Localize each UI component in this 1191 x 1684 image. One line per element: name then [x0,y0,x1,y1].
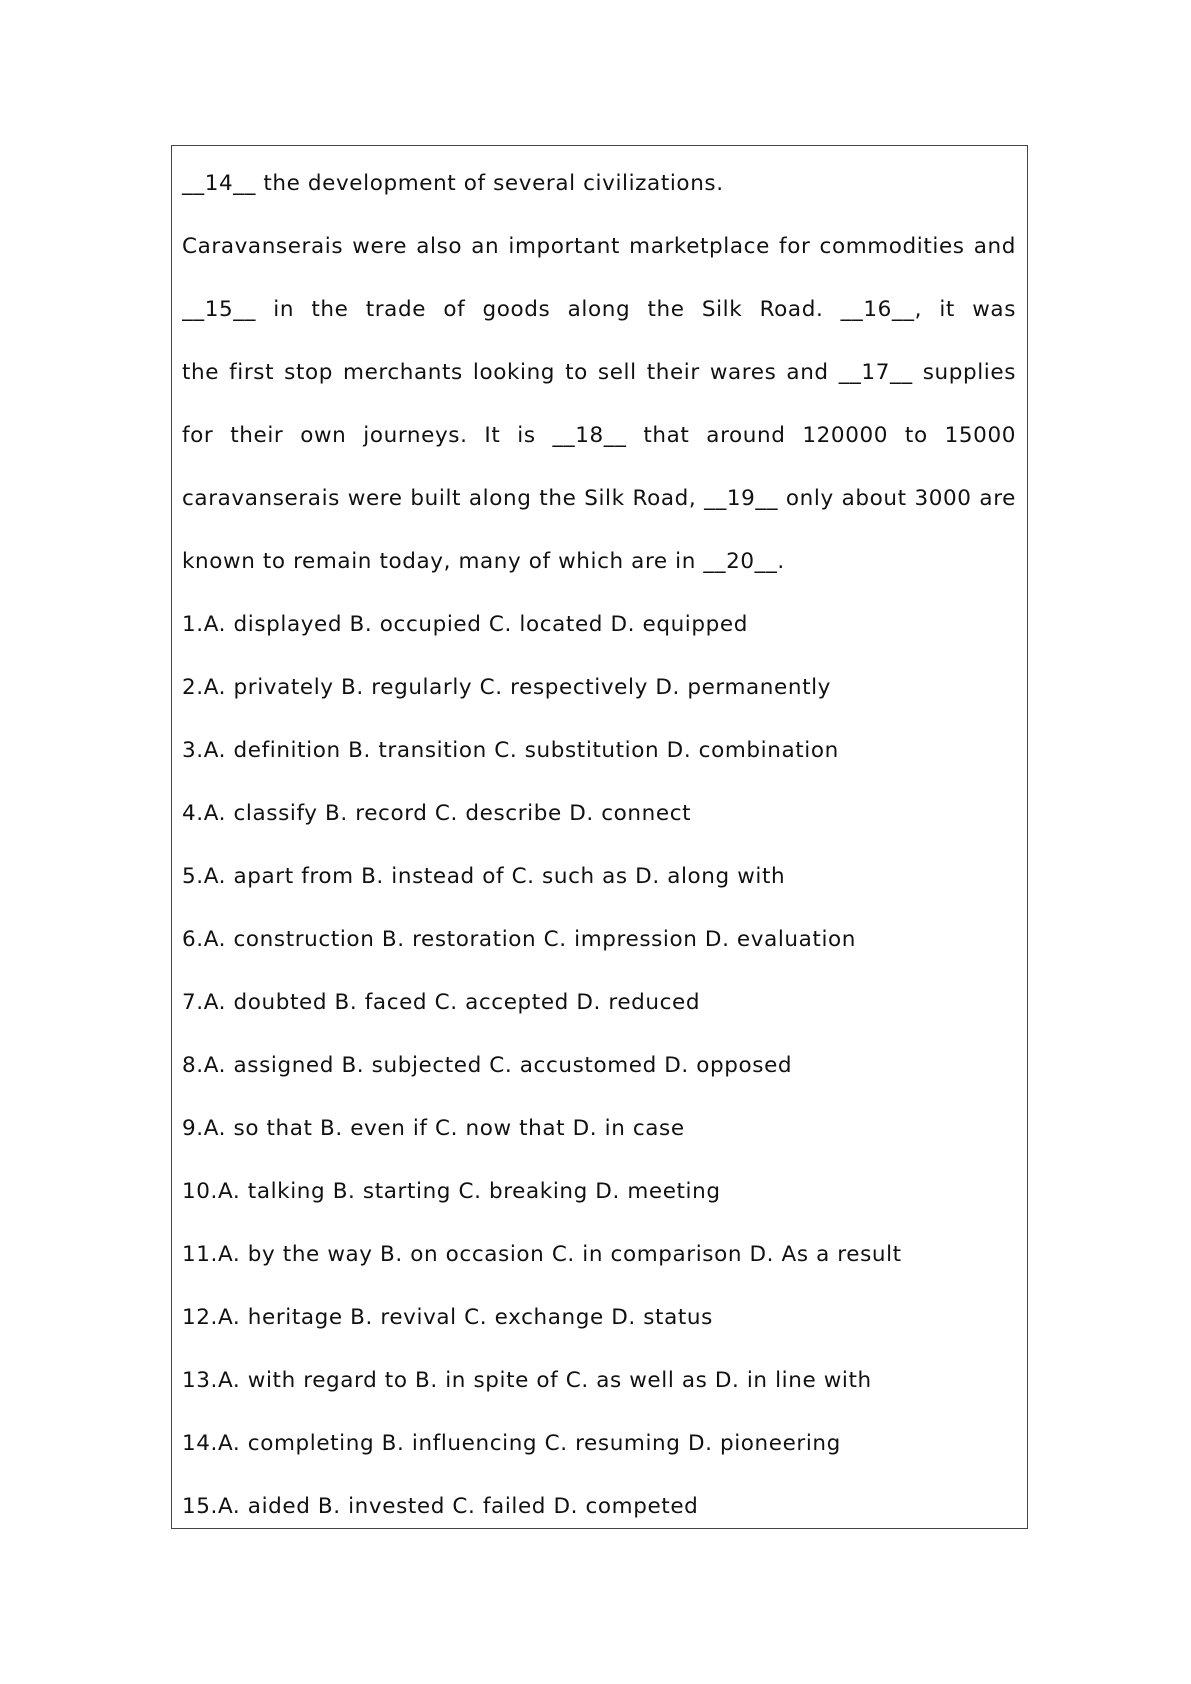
question-options: 11.A. by the way B. on occasion C. in comparison D. As a result [182,1242,902,1267]
question-options: 12.A. heritage B. revival C. exchange D. status [182,1305,713,1330]
question-options: 15.A. aided B. invested C. failed D. competed [182,1494,699,1519]
question-options: 8.A. assigned B. subjected C. accustomed D. opposed [182,1053,793,1078]
passage-line: __15__ in the trade of goods along the Silk Road. __16__, it was [182,297,1016,322]
passage-line: known to remain today, many of which are in __20__. [182,549,785,574]
question-options: 6.A. construction B. restoration C. impression D. evaluation [182,927,857,952]
passage-line: for their own journeys. It is __18__ that around 120000 to 15000 [182,423,1016,448]
question-options: 3.A. definition B. transition C. substitution D. combination [182,738,839,763]
passage-line: the first stop merchants looking to sell their wares and __17__ supplies [182,360,1016,385]
passage-line: caravanserais were built along the Silk Road, __19__ only about 3000 are [182,486,1016,511]
question-options: 13.A. with regard to B. in spite of C. as well as D. in line with [182,1368,872,1393]
question-options: 9.A. so that B. even if C. now that D. in case [182,1116,685,1141]
question-options: 7.A. doubted B. faced C. accepted D. reduced [182,990,701,1015]
passage-line: Caravanserais were also an important marketplace for commodities and [182,234,1016,259]
question-options: 2.A. privately B. regularly C. respectively D. permanently [182,675,832,700]
question-options: 4.A. classify B. record C. describe D. connect [182,801,692,826]
question-options: 14.A. completing B. influencing C. resuming D. pioneering [182,1431,841,1456]
question-options: 1.A. displayed B. occupied C. located D. equipped [182,612,748,637]
passage-line: __14__ the development of several civilizations. [182,171,724,196]
question-options: 5.A. apart from B. instead of C. such as D. along with [182,864,786,889]
question-options: 10.A. talking B. starting C. breaking D. meeting [182,1179,721,1204]
content-table-cell [171,145,1028,1529]
